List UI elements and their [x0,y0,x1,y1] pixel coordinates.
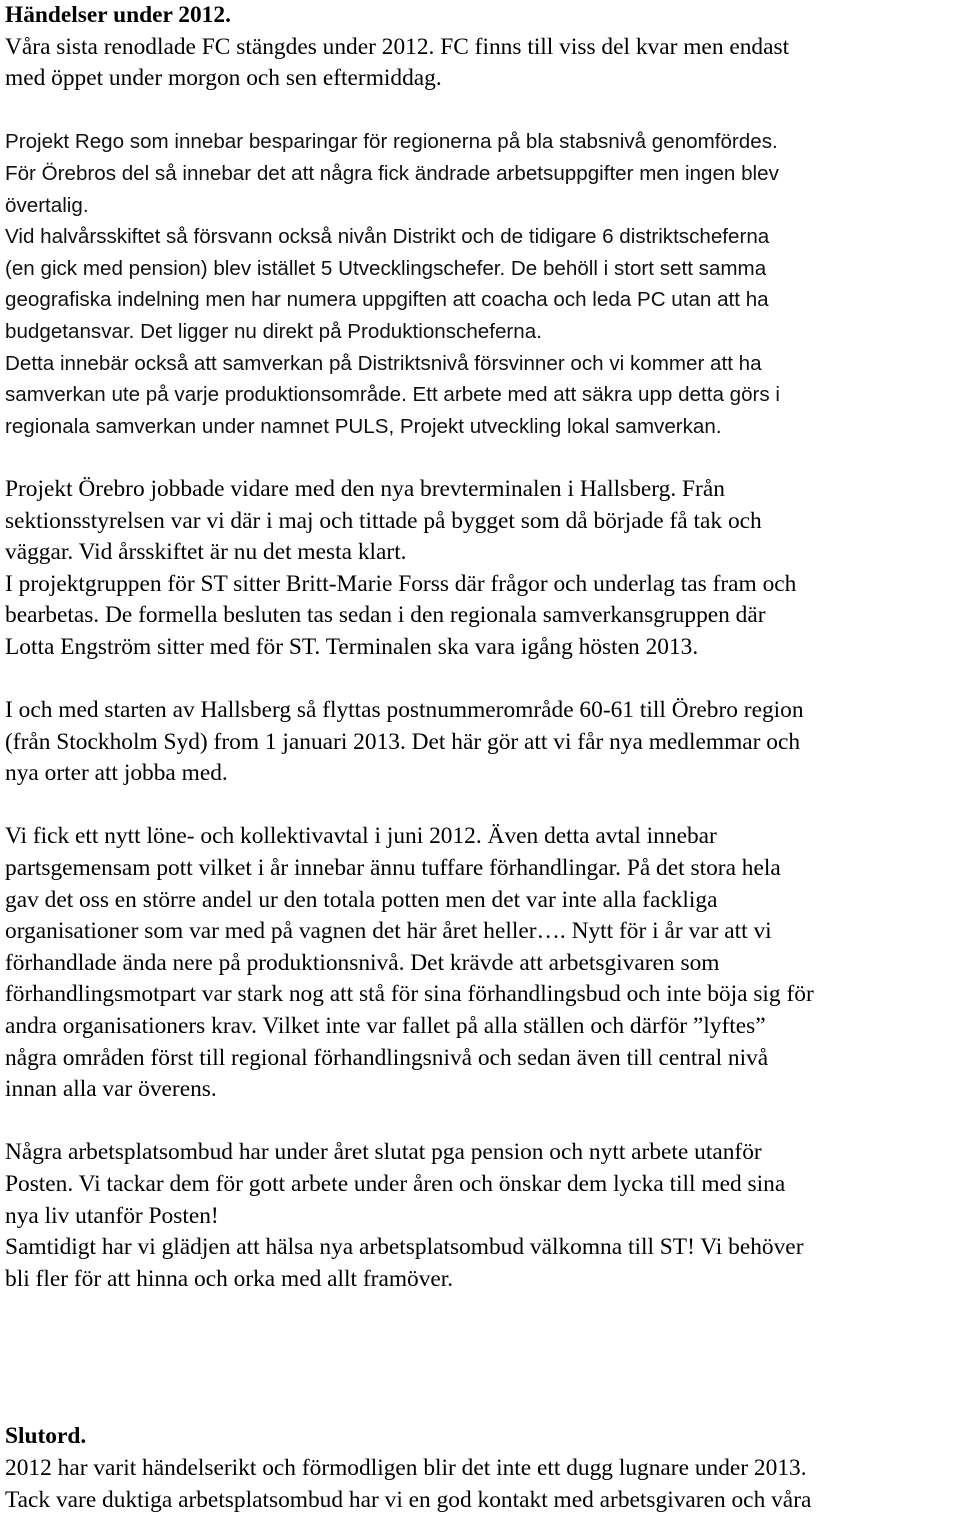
text-line: I projektgruppen för ST sitter Britt-Marie Forss där frågor och underlag tas fram och [5,570,797,597]
paragraph-fc-closures [5,32,960,95]
text-line: förhandlingsmotpart var stark nog att stå för sina förhandlingsbud och inte böja sig för [5,981,814,1008]
text-line: samverkan ute på varje produktionsområde. Ett arbete med att säkra upp detta görs i [5,383,780,407]
text-line: Posten. Vi tackar dem för gott arbete under åren och önskar dem lycka till med sina [5,1170,786,1197]
paragraph-project-orebro [5,474,960,664]
text-line: geografiska indelning men har numera uppgiften att coacha och leda PC utan att ha [5,288,769,312]
text-line: I och med starten av Hallsberg så flyttas postnummerområde 60-61 till Örebro region [5,697,804,724]
text-line: väggar. Vid årsskiftet är nu det mesta klart. [5,539,407,566]
paragraph-project-rego [5,126,960,442]
text-line: budgetansvar. Det ligger nu direkt på Produktionscheferna. [5,319,542,343]
section-spacer [5,1295,960,1421]
text-line: Samtidigt har vi glädjen att hälsa nya arbetsplatsombud välkomna till ST! Vi behöver [5,1234,804,1261]
text-line: Lotta Engström sitter med för ST. Terminalen ska vara igång hösten 2013. [5,633,699,660]
text-line: gav det oss en större andel ur den totala potten men det var inte alla fackliga [5,886,718,913]
text-line: Detta innebär också att samverkan på Distriktsnivå försvinner och vi kommer att ha [5,351,762,375]
text-line: med öppet under morgon och sen eftermiddag. [5,65,442,92]
text-line: Projekt Rego som innebar besparingar för regionerna på bla stabsnivå genomfördes. [5,130,778,154]
paragraph-spacer [5,1106,960,1138]
text-line: Vid halvårsskiftet så försvann också nivån Distrikt och de tidigare 6 distriktscheferna [5,225,770,249]
text-line: förhandlade ända nere på produktionsnivå. Det krävde att arbetsgivaren som [5,949,720,976]
text-line: För Örebros del så innebar det att några fick ändrade arbetsuppgifter men ingen blev [5,161,779,185]
paragraph-spacer [5,95,960,127]
text-line: nya liv utanför Posten! [5,1202,219,1229]
text-line: bli fler för att hinna och orka med allt framöver. [5,1265,454,1292]
section-heading-events: Händelser under 2012. [5,2,231,28]
paragraph-spacer [5,442,960,474]
text-line: Några arbetsplatsombud har under året slutat pga pension och nytt arbete utanför [5,1139,762,1166]
text-line: några områden först till regional förhandlingsnivå och sedan även till central nivå [5,1044,769,1071]
text-line: sektionsstyrelsen var vi där i maj och tittade på bygget som då började få tak och [5,507,762,534]
paragraph-spacer [5,790,960,822]
text-line: bearbetas. De formella besluten tas sedan i den regionala samverkansgruppen där [5,602,766,629]
text-line: Tack vare duktiga arbetsplatsombud har vi en god kontakt med arbetsgivaren och våra [5,1486,812,1513]
text-line: andra organisationers krav. Vilket inte var fallet på alla ställen och därför ”lyftes” [5,1013,766,1039]
text-line: 2012 har varit händelserikt och förmodligen blir det inte ett dugg lugnare under 2013. [5,1454,807,1481]
text-line: regionala samverkan under namnet PULS, Projekt utveckling lokal samverkan. [5,414,722,438]
paragraph-spacer [5,663,960,695]
text-line: Projekt Örebro jobbade vidare med den nya brevterminalen i Hallsberg. Från [5,475,725,502]
text-line: Våra sista renodlade FC stängdes under 2012. FC finns till viss del kvar men endast [5,33,790,60]
text-line: (från Stockholm Syd) from 1 januari 2013. Det här gör att vi får nya medlemmar och [5,728,801,755]
document-page [5,0,960,1516]
text-line: partsgemensam pott vilket i år innebar ännu tuffare förhandlingar. På det stora hela [5,855,781,882]
text-line: innan alla var överens. [5,1076,217,1103]
text-line: Vi fick ett nytt löne- och kollektivavtal i juni 2012. Även detta avtal innebar [5,823,717,850]
text-line: organisationer som var med på vagnen det här året heller…. Nytt för i år var att vi [5,918,772,945]
paragraph-workplace-reps [5,1137,960,1295]
paragraph-hallsberg-postcodes [5,695,960,790]
section-heading-closing: Slutord. [5,1423,87,1450]
text-line: nya orter att jobba med. [5,760,228,787]
text-line: övertalig. [5,193,89,217]
paragraph-wage-agreement [5,821,960,1105]
text-line: (en gick med pension) blev istället 5 Utvecklingschefer. De behöll i stort sett samma [5,256,767,280]
paragraph-closing [5,1453,960,1516]
